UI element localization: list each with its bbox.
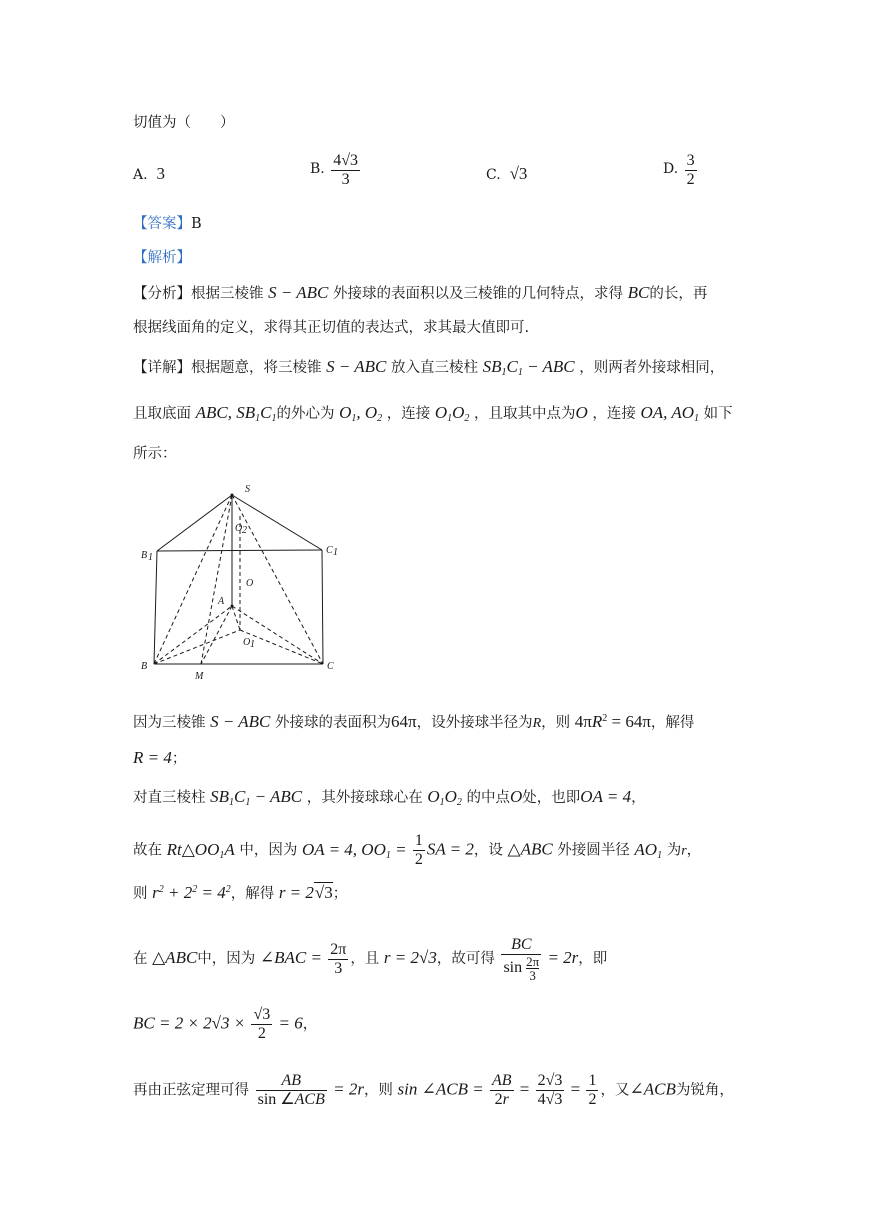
label-a: A [218,596,225,607]
para-3: 对直三棱柱 $SB_1C_1$ − ABC ，其外接球球心在 $O_1O_2$ 的中点O处，也即OA = 4， [133,787,646,808]
option-a: A. 3 [133,164,165,183]
fenxi-line-2: 根据线面角的定义，求得其正切值的表达式，求其最大值即可. [133,320,530,336]
para-5: 则 $r^2 + 2^2 = 4^2$，解得 r = 2√3； [133,883,348,902]
svg-text:2: 2 [242,525,247,536]
analysis-heading: 【解析】 [133,250,191,266]
answer-line: 【答案】B [133,216,202,232]
label-c: C [327,661,334,672]
label-o1: O [243,637,251,648]
svg-text:1: 1 [148,552,153,563]
option-c: C. √3 [486,164,528,183]
label-m: M [195,671,204,682]
fenxi-line-1: 【分析】根据三棱锥 S − ABC 外接球的表面积以及三棱锥的几何特点，求得 BC的长，再 [133,283,708,302]
option-b: B. $\frac{4√3}{3}$ [310,152,358,188]
label-o2: O [235,523,243,534]
xiangjie-line-3: 所示： [133,446,177,462]
label-b1: B [141,550,148,561]
xiangjie-line-2: 且取底面 ABC, $SB_1C_1$的外心为 $O_1$, $O_2$ ，连接 $O_1O_2$ ，且取其中点为O ，连接 OA, $AO_1$ 如下 [133,403,733,424]
option-d-fraction: $\frac{3}{2}$ [686,152,695,188]
label-s: S [245,484,250,495]
label-c1: C [326,545,333,556]
para-1: 因为三棱锥 S − ABC 外接球的表面积为64π，设外接球半径为R，则 $4\pi R^2 = 64\pi$，解得 [133,712,695,731]
para-6: 在 △ABC中，因为 ∠BAC = $\frac{2\pi}{3}$ ，且 r = 2√3，故可得 BC sin $\frac{2\pi}{3}$ = 2r，即 [133,936,608,983]
para-2: R = 4； [133,748,187,767]
label-b: B [141,661,148,672]
para-4: 故在 $Rt\triangle OO_1A$ 中，因为 OA = 4, $OO_1$ = $\frac{1}{2}$ SA = 2，设 △ABC 外接圆半径 $AO_1$ 为r， [133,832,702,868]
question-tail: 切值为（ ） [133,115,235,131]
option-b-fraction: $\frac{4√3}{3}$ [333,152,358,188]
para-7: BC = 2 × 2√3 × $\frac{√3}{2}$ = 6， [133,1006,318,1042]
svg-text:1: 1 [250,639,255,650]
option-d: D. $\frac{3}{2}$ [663,152,695,188]
label-o: O [246,578,254,589]
prism-figure [135,480,355,685]
para-8: 再由正弦定理可得 $\frac{AB}{\text{sin ∠ACB}}$ = 2r，则 sin ∠ACB = $\frac{AB}{2r}$ = $\frac{2√3}{4√3}$ = $\frac{1}{2}$ ，又∠ACB为锐角， [133,1072,734,1108]
svg-text:1: 1 [333,547,338,558]
xiangjie-line-1: 【详解】根据题意，将三棱锥 S − ABC 放入直三棱柱 $SB_1C_1$ − ABC ，则两者外接球相同， [133,357,725,378]
